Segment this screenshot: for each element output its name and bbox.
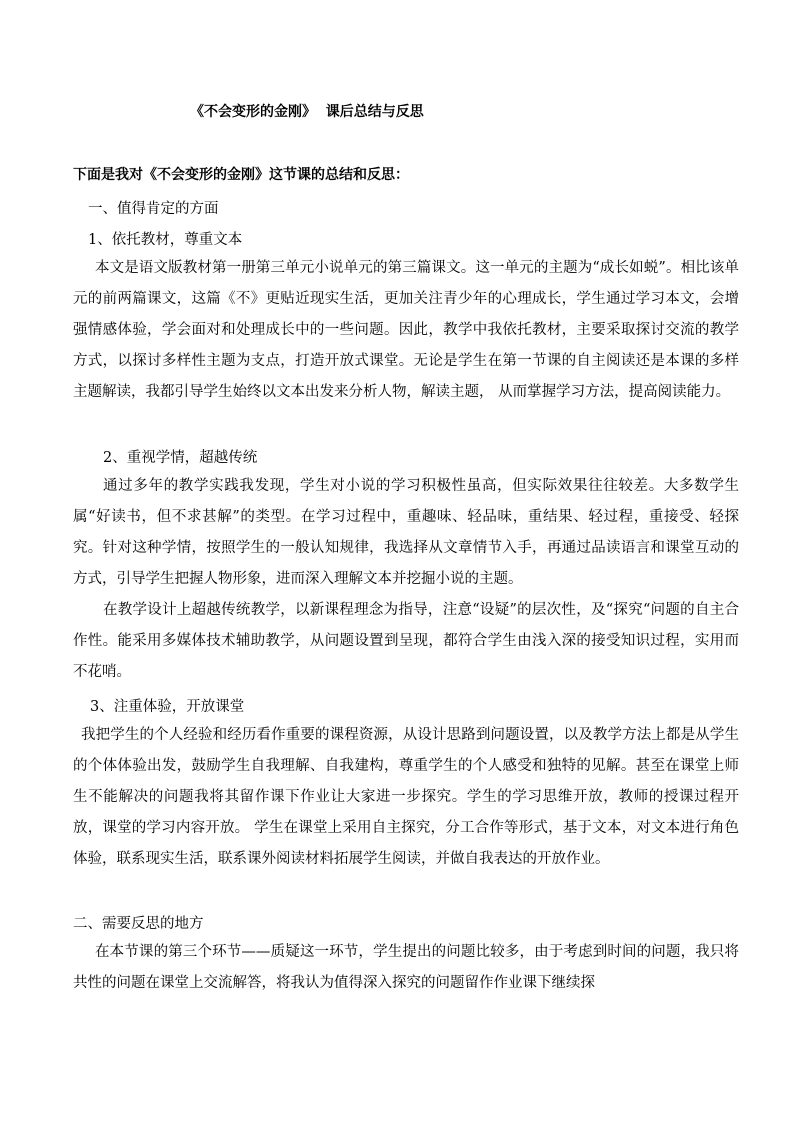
- sub3-paragraph: 我把学生的个人经验和经历看作重要的课程资源，从设计思路到问题设置，以及教学方法上都是从学生的个体体验出发，鼓励学生自我理解、自我建构，尊重学生的个人感受和独特的见解。甚至在课堂上师生不能解决的问题我将其留作课下作业让大家进一步探究。学生的学习思维开放，教师的授课过程开放，课堂的学习内容开放。 学生在课堂上采用自主探究，分工合作等形式，基于文本，对文本进行角色体验，联系现实生活，联系课外阅读材料拓展学生阅读，并做自我表达的开放作业。: [73, 727, 739, 867]
- section2-paragraph: 在本节课的第三个环节——质疑这一环节，学生提出的问题比较多，由于考虑到时间的问题，我只将共性的问题在课堂上交流解答，将我认为值得深入探究的问题留作作业课下继续探: [73, 944, 739, 991]
- sub1-heading: 1、依托教材，尊重文本: [88, 232, 243, 248]
- sub2-paragraph-2: 在教学设计上超越传统教学，以新课程理念为指导，注意“设疑”的层次性，及“探究“问题的自主合作性。能采用多媒体技术辅助教学，从问题设置到呈现，都符合学生由浅入深的接受知识过程，实用而不花哨。: [73, 602, 739, 680]
- sub1-paragraph: 本文是语文版教材第一册第三单元小说单元的第三篇课文。这一单元的主题为“成长如蜕”。相比该单元的前两篇课文，这篇《不》更贴近现实生活，更加关注青少年的心理成长，学生通过学习本文，会增强情感体验，学会面对和处理成长中的一些问题。因此，教学中我依托教材，主要采取探讨交流的教学方式，以探讨多样性主题为支点，打造开放式课堂。无论是学生在第一节课的自主阅读还是本课的多样主题解读，我都引导学生始终以文本出发来分析人物，解读主题， 从而掌握学习方法，提高阅读能力。: [73, 260, 739, 400]
- document-title: 《不会变形的金刚》 课后总结与反思: [190, 104, 424, 120]
- sub3-heading: 3、注重体验，开放课堂: [90, 699, 245, 715]
- section2-heading: 二、需要反思的地方: [73, 916, 204, 932]
- section1-heading: 一、值得肯定的方面: [88, 201, 219, 217]
- sub2-paragraph-1: 通过多年的教学实践我发现，学生对小说的学习积极性虽高，但实际效果往往较差。大多数学生属“好读书，但不求甚解”的类型。在学习过程中，重趣味、轻品味，重结果、轻过程，重接受、轻探究。针对这种学情，按照学生的一般认知规律，我选择从文章情节入手，再通过品读语言和课堂互动的方式，引导学生把握人物形象，进而深入理解文本并挖掘小说的主题。: [73, 478, 739, 587]
- intro-line: 下面是我对《不会变形的金刚》这节课的总结和反思：: [73, 167, 409, 183]
- sub2-heading: 2、重视学情，超越传统: [103, 450, 258, 466]
